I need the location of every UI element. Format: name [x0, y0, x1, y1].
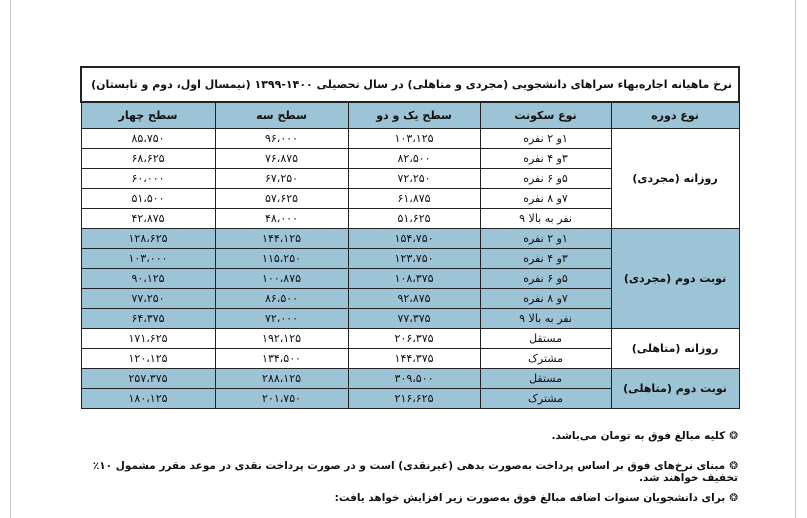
table-row	[81, 369, 739, 389]
level-4-cell: ۱۸۰،۱۲۵	[81, 389, 215, 409]
level-3-cell: ۱۰۰،۸۷۵	[215, 269, 348, 289]
header-level-3: سطح سه	[215, 102, 348, 129]
level-1-2-cell: ۶۱،۸۷۵	[348, 189, 480, 209]
note-item	[80, 430, 738, 442]
level-4-cell: ۶۸،۶۲۵	[81, 149, 215, 169]
bullet-icon: ❂	[729, 460, 738, 472]
residence-type-cell: ۷و ۸ نفره	[480, 189, 611, 209]
note-text: برای دانشجویان سنوات اضافه مبالغ فوق به‌صورت زیر افزایش خواهد یافت:	[334, 492, 726, 504]
level-4-cell: ۸۵،۷۵۰	[81, 129, 215, 149]
period-cell: نوبت دوم (متاهلی)	[611, 369, 739, 409]
note-item	[80, 492, 738, 504]
header-level-4: سطح چهار	[81, 102, 215, 129]
residence-type-cell: ۵و ۶ نفره	[480, 269, 611, 289]
header-period: نوع دوره	[611, 102, 739, 129]
level-3-cell: ۶۷،۲۵۰	[215, 169, 348, 189]
level-4-cell: ۱۰۳،۰۰۰	[81, 249, 215, 269]
page-edge-right	[795, 0, 796, 518]
level-3-cell: ۸۶،۵۰۰	[215, 289, 348, 309]
level-1-2-cell: ۳۰۹،۵۰۰	[348, 369, 480, 389]
level-3-cell: ۱۳۴،۵۰۰	[215, 349, 348, 369]
level-1-2-cell: ۹۲،۸۷۵	[348, 289, 480, 309]
level-4-cell: ۹۰،۱۲۵	[81, 269, 215, 289]
table-row	[81, 229, 739, 249]
level-4-cell: ۶۴،۳۷۵	[81, 309, 215, 329]
level-4-cell: ۶۰،۰۰۰	[81, 169, 215, 189]
residence-type-cell: نفر به بالا ۹	[480, 309, 611, 329]
bullet-icon: ❂	[729, 430, 738, 442]
residence-type-cell: مستقل	[480, 329, 611, 349]
level-1-2-cell: ۱۰۸،۳۷۵	[348, 269, 480, 289]
level-1-2-cell: ۵۱،۶۲۵	[348, 209, 480, 229]
table-header-row	[81, 102, 739, 129]
residence-type-cell: مشترک	[480, 389, 611, 409]
level-1-2-cell: ۱۰۳،۱۲۵	[348, 129, 480, 149]
period-cell: روزانه (مجردی)	[611, 129, 739, 229]
level-4-cell: ۱۲۸،۶۲۵	[81, 229, 215, 249]
header-level-1-2: سطح یک و دو	[348, 102, 480, 129]
table-title: نرخ ماهیانه اجاره‌بهاء سراهای دانشجویی (مجردی و متاهلی) در سال تحصیلی ۱۴۰۰-۱۳۹۹ (نیمسال اول، دوم و تابستان)	[81, 67, 739, 102]
bullet-icon: ❂	[729, 492, 738, 504]
residence-type-cell: ۱و ۲ نفره	[480, 129, 611, 149]
level-3-cell: ۷۶،۸۷۵	[215, 149, 348, 169]
level-1-2-cell: ۱۴۴،۳۷۵	[348, 349, 480, 369]
period-cell: روزانه (متاهلی)	[611, 329, 739, 369]
level-3-cell: ۴۸،۰۰۰	[215, 209, 348, 229]
table-row	[81, 129, 739, 149]
note-text: کلیه مبالغ فوق به تومان می‌باشد.	[551, 430, 726, 442]
level-3-cell: ۵۷،۶۲۵	[215, 189, 348, 209]
level-4-cell: ۴۲،۸۷۵	[81, 209, 215, 229]
level-3-cell: ۱۱۵،۲۵۰	[215, 249, 348, 269]
residence-type-cell: ۳و ۴ نفره	[480, 249, 611, 269]
note-item	[80, 460, 738, 484]
level-3-cell: ۲۸۸،۱۲۵	[215, 369, 348, 389]
residence-type-cell: مشترک	[480, 349, 611, 369]
level-1-2-cell: ۲۰۶،۳۷۵	[348, 329, 480, 349]
period-cell: نوبت دوم (مجردی)	[611, 229, 739, 329]
page-edge-left	[10, 0, 11, 518]
level-4-cell: ۷۷،۲۵۰	[81, 289, 215, 309]
level-1-2-cell: ۸۲،۵۰۰	[348, 149, 480, 169]
level-3-cell: ۱۹۲،۱۲۵	[215, 329, 348, 349]
level-4-cell: ۱۲۰،۱۲۵	[81, 349, 215, 369]
level-1-2-cell: ۷۷،۳۷۵	[348, 309, 480, 329]
residence-type-cell: ۱و ۲ نفره	[480, 229, 611, 249]
table-title-row	[81, 67, 739, 102]
level-4-cell: ۱۷۱،۶۲۵	[81, 329, 215, 349]
residence-type-cell: مستقل	[480, 369, 611, 389]
level-1-2-cell: ۱۲۳،۷۵۰	[348, 249, 480, 269]
level-3-cell: ۱۴۴،۱۲۵	[215, 229, 348, 249]
table-row	[81, 329, 739, 349]
level-3-cell: ۹۶،۰۰۰	[215, 129, 348, 149]
level-4-cell: ۵۱،۵۰۰	[81, 189, 215, 209]
residence-type-cell: ۳و ۴ نفره	[480, 149, 611, 169]
note-text: مبنای نرخ‌های فوق بر اساس پرداخت به‌صورت بدهی (غیرنقدی) است و در صورت پرداخت نقدی در موعد مقرر مشمول ۱۰٪ تخفیف خواهند شد.	[92, 460, 738, 484]
rates-table	[80, 66, 740, 409]
level-1-2-cell: ۷۲،۲۵۰	[348, 169, 480, 189]
level-3-cell: ۷۲،۰۰۰	[215, 309, 348, 329]
level-4-cell: ۲۵۷،۳۷۵	[81, 369, 215, 389]
level-1-2-cell: ۱۵۴،۷۵۰	[348, 229, 480, 249]
residence-type-cell: ۵و ۶ نفره	[480, 169, 611, 189]
header-type: نوع سکونت	[480, 102, 611, 129]
level-3-cell: ۲۰۱،۷۵۰	[215, 389, 348, 409]
residence-type-cell: ۷و ۸ نفره	[480, 289, 611, 309]
level-1-2-cell: ۲۱۶،۶۲۵	[348, 389, 480, 409]
residence-type-cell: نفر به بالا ۹	[480, 209, 611, 229]
